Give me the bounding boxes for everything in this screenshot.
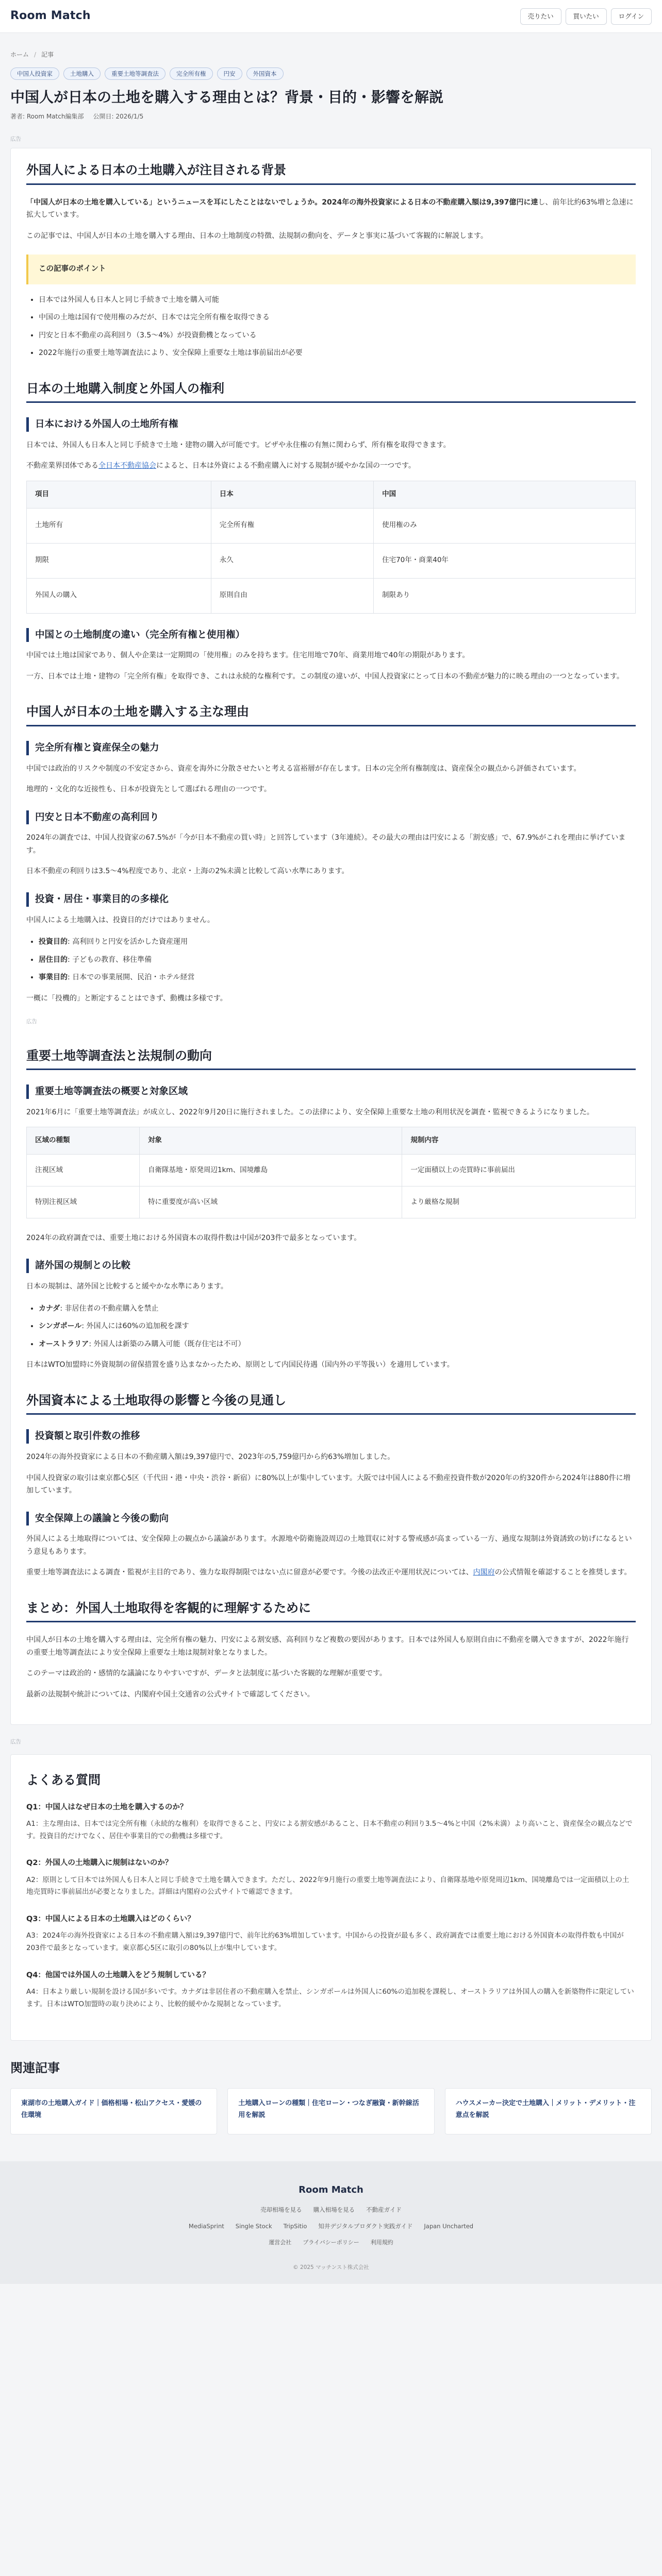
footer-link[interactable]: 購入相場を見る: [313, 2206, 355, 2213]
tag-foreign-capital[interactable]: 外国資本: [246, 67, 284, 80]
list-item: • 円安と日本不動産の高利回り（3.5〜4%）が投資動機となっている: [39, 329, 636, 342]
ad-label: 広告: [10, 1739, 21, 1745]
faq-question: Q1：中国人はなぜ日本の土地を購入するのか？: [26, 1803, 188, 1811]
table-header: 項目: [27, 481, 211, 508]
article-meta: [10, 111, 652, 122]
footer-link[interactable]: プライバシーポリシー: [303, 2239, 359, 2246]
copyright: © 2025 マッチンスト株式会社: [293, 2264, 369, 2271]
cabinet-office-link[interactable]: 内閣府: [473, 1568, 495, 1577]
tag-land-purchase[interactable]: 土地購入: [63, 67, 101, 80]
footer-link[interactable]: Japan Uncharted: [424, 2222, 474, 2230]
faq-item: [26, 1969, 636, 2011]
text-fragment: によると、日本は外資による不動産購入に対する規制が緩やかな国の一つです。: [156, 462, 416, 470]
zone-table: [26, 1127, 636, 1218]
table-cell: 制限あり: [374, 578, 636, 613]
paragraph: この記事では、中国人が日本の土地を購入する理由、日本の土地制度の特徴、法規制の動向を、データと事実に基づいて客観的に解説します。: [26, 231, 488, 240]
paragraph: 中国では政治的リスクや制度の不安定さから、資産を海外に分散させたいと考える富裕層が存在します。日本の完全所有権制度は、資産保全の観点から評価されています。: [26, 764, 581, 773]
related-article-card[interactable]: ハウスメーカー決定で土地購入｜メリット・デメリット・注意点を解説: [445, 2088, 652, 2134]
text-fragment: の公式情報を確認することを推奨します。: [494, 1568, 632, 1577]
table-cell: 特別注視区域: [27, 1186, 140, 1218]
tag-list: [10, 67, 652, 80]
list-item-text: : 非居住者の不動産購入を禁止: [60, 1304, 159, 1313]
paragraph: [26, 1566, 636, 1579]
paragraph: 日本不動産の利回りは3.5〜4%程度であり、北京・上海の2%未満と比較して高い水準にあります。: [26, 867, 349, 876]
footer-partner-links: [0, 2221, 662, 2231]
table-header-row: [27, 481, 636, 508]
buy-button[interactable]: 買いたい: [566, 8, 607, 25]
table-cell: 永久: [211, 543, 373, 578]
list-item-label: シンガポール: [39, 1322, 82, 1331]
paragraph: 一概に「投機的」と断定することはできず、動機は多様です。: [26, 994, 227, 1003]
paragraph: このテーマは政治的・感情的な議論になりやすいですが、データと法制度に基づいた客観的な理解が重要です。: [26, 1669, 387, 1678]
table-row: [27, 1186, 636, 1218]
breadcrumb-articles[interactable]: 記事: [41, 51, 54, 58]
table-row: [27, 1154, 636, 1186]
paragraph: 日本はWTO加盟時に外資規制の留保措置を盛り込まなかったため、原則として内国民待遇（国内外の平等扱い）を適用しています。: [26, 1361, 454, 1369]
intro-paragraph: [26, 196, 636, 222]
paragraph: 2024年の調査では、中国人投資家の67.5%が「今が日本不動産の買い時」と回答しています（3年連続）。その最大の理由は円安による「割安感」で、67.9%がこれを理由に挙げています。: [26, 834, 626, 855]
subsection-heading: 諸外国の規制との比較: [26, 1259, 636, 1273]
table-cell: 住宅70年・商業40年: [374, 543, 636, 578]
footer-link[interactable]: 運営会社: [269, 2239, 292, 2246]
table-cell: 特に重要度が高い区域: [140, 1186, 402, 1218]
article-title: 中国人が日本の土地を購入する理由とは？背景・目的・影響を解説: [10, 89, 444, 106]
table-cell: 一定面積以上の売買時に事前届出: [402, 1154, 636, 1186]
section-heading: 中国人が日本の土地を購入する主な理由: [26, 703, 636, 726]
list-item-label: オーストラリア: [39, 1340, 89, 1348]
related-article-card[interactable]: 東湖市の土地購入ガイド｜価格相場・松山アクセス・愛媛の住環境: [10, 2088, 217, 2134]
faq-item: [26, 1801, 636, 1843]
breadcrumb: [10, 33, 652, 67]
related-grid: [10, 2088, 652, 2134]
faq-answer: A3：2024年の海外投資家による日本の不動産購入額は9,397億円で、前年比約63%増加しています。中国からの投資が最も多く、政府調査では重要土地における外国資本の取得件数も中国が203件で最多となっています。東京都心5区に取引の80%以上が集中しています。: [26, 1931, 624, 1953]
footer-link[interactable]: 利用規約: [370, 2239, 393, 2246]
subsection-heading: 投資・居住・事業目的の多様化: [26, 892, 636, 907]
table-cell: 注視区域: [27, 1154, 140, 1186]
table-row: [27, 543, 636, 578]
list-item: • 中国の土地は国有で使用権のみだが、日本では完全所有権を取得できる: [39, 311, 636, 324]
intro-lead: 「中国人が日本の土地を購入している」というニュースを耳にしたことはないでしょうか。2024年の海外投資家による日本の不動産購入額は9,397億円に達: [26, 198, 538, 207]
country-list: [39, 1302, 636, 1351]
faq-question: Q4：他国では外国人の土地購入をどう規制している？: [26, 1971, 210, 1979]
tag-full-ownership[interactable]: 完全所有権: [170, 67, 213, 80]
tag-chinese-investors[interactable]: 中国人投資家: [10, 67, 59, 80]
footer-logo[interactable]: Room Match: [299, 2184, 363, 2196]
footer-links: [0, 2205, 662, 2215]
paragraph: 2024年の海外投資家による日本の不動産購入額は9,397億円で、2023年の5,759億円から約63%増加しました。: [26, 1453, 395, 1462]
faq-question: Q2：外国人の土地購入に規制はないのか？: [26, 1859, 173, 1868]
login-button[interactable]: ログイン: [611, 8, 652, 25]
table-header: 日本: [211, 481, 373, 508]
related-title: 関連記事: [10, 2061, 60, 2076]
site-footer: [0, 2161, 662, 2283]
intro-rest: し、前年比約63%増と急速に拡大しています。: [26, 198, 634, 219]
list-item-label: 事業目的: [39, 973, 68, 982]
article-body: [10, 148, 652, 1725]
paragraph: 2021年6月に「重要土地等調査法」が成立し、2022年9月20日に施行されました。この法律により、安全保障上重要な土地の利用状況を調査・監視できるようになりました。: [26, 1108, 594, 1116]
table-row: [27, 578, 636, 613]
faq-answer: A4：日本より厳しい規制を設ける国が多いです。カナダは非居住者の不動産購入を禁止、シンガポールは外国人に60%の追加税を課税し、オーストラリアは外国人の購入を新築物件に限定しています。日本はWTO加盟時の取り決めにより、比較的緩やかな規制となっています。: [26, 1988, 634, 2008]
section-heading: 日本の土地購入制度と外国人の権利: [26, 380, 636, 403]
table-cell: 原則自由: [211, 578, 373, 613]
key-points-box: [26, 255, 636, 284]
faq-section: [10, 1754, 652, 2041]
key-points-list: [39, 294, 636, 360]
table-cell: 自衛隊基地・原発周辺1km、国境離島: [140, 1154, 402, 1186]
breadcrumb-home[interactable]: ホーム: [10, 51, 29, 58]
list-item-text: : 外国人には60%の追加税を課す: [81, 1322, 189, 1331]
subsection-heading: 中国との土地制度の違い（完全所有権と使用権）: [26, 628, 636, 642]
paragraph: 最新の法規制や統計については、内閣府や国土交通省の公式サイトで確認してください。: [26, 1690, 315, 1699]
paragraph: 中国人が日本の土地を購入する理由は、完全所有権の魅力、円安による割安感、高利回りなど複数の要因があります。日本では外国人も原則自由に不動産を購入できますが、2022年施行の重要土地等調査法により安全保障上重要な土地は規制対象となりました。: [26, 1636, 629, 1657]
paragraph: 外国人による土地取得については、安全保障上の観点から議論があります。水源地や防衛施設周辺の土地買収に対する警戒感が高まっている一方、過度な規制は外資誘致の妨げになるという意見もあります。: [26, 1535, 632, 1556]
table-header-row: [27, 1127, 636, 1155]
list-item: • 日本では外国人も日本人と同じ手続きで土地を購入可能: [39, 294, 636, 307]
table-cell: 外国人の購入: [27, 578, 211, 613]
list-item-text: : 日本での事業展開、民泊・ホテル経営: [68, 973, 195, 982]
faq-answer: A2：原則として日本では外国人も日本人と同じ手続きで土地を購入できます。ただし、2022年9月施行の重要土地等調査法により、自衛隊基地や原発周辺1km、国境離島では一定面積以上の土地売買時に事前届出が必要となりました。詳細は内閣府の公式サイトで確認できます。: [26, 1875, 630, 1896]
footer-link[interactable]: 不動産ガイド: [366, 2206, 402, 2213]
footer-legal-links: [0, 2238, 662, 2247]
paragraph: 2024年の政府調査では、重要土地における外国資本の取得件数は中国が203件で最多となっています。: [26, 1233, 361, 1242]
paragraph: 一方、日本では土地・建物の「完全所有権」を取得でき、これは永続的な権利です。この制度の違いが、中国人投資家にとって日本の不動産が魅力的に映る理由の一つとなっています。: [26, 672, 624, 681]
subsection-heading: 安全保障上の議論と今後の動向: [26, 1512, 636, 1526]
footer-link[interactable]: Single Stock: [235, 2222, 272, 2230]
footer-link[interactable]: 知井デジタルプロダクト実践ガイド: [318, 2222, 413, 2230]
tag-important-land-law[interactable]: 重要土地等調査法: [105, 67, 166, 80]
table-cell: 土地所有: [27, 508, 211, 543]
list-item-text: : 高利回りと円安を活かした資産運用: [68, 938, 188, 946]
paragraph: 地理的・文化的な近接性も、日本が投資先として選ばれる理由の一つです。: [26, 785, 271, 794]
faq-item: [26, 1857, 636, 1899]
footer-link[interactable]: 売却相場を見る: [260, 2206, 302, 2213]
list-item-text: : 子どもの教育、移住準備: [68, 955, 152, 964]
table-header: 区域の種類: [27, 1127, 140, 1155]
list-item-label: 居住目的: [39, 955, 68, 964]
sell-button[interactable]: 売りたい: [520, 8, 561, 25]
related-article-card[interactable]: 土地購入ローンの種類｜住宅ローン・つなぎ融資・新幹線活用を解説: [227, 2088, 434, 2134]
section-heading: 外国資本による土地取得の影響と今後の見通し: [26, 1392, 636, 1415]
breadcrumb-separator: /: [34, 51, 37, 58]
list-item: [39, 1338, 636, 1351]
faq-answer: A1：主な理由は、日本では完全所有権（永続的な権利）を取得できること、円安による割安感があること、日本不動産の利回り3.5〜4%と中国（2%未満）より高いこと、資産保全の観点などです。投資目的だけでなく、居住や事業目的での動機は多様です。: [26, 1820, 633, 1840]
related-articles: [10, 2057, 652, 2134]
text-fragment: 重要土地等調査法による調査・監視が主目的であり、強力な取得制限ではない点に留意が必要です。今後の法改正や運用状況については、: [26, 1568, 473, 1577]
footer-link[interactable]: TripSitio: [283, 2222, 307, 2230]
list-item: [39, 936, 636, 948]
list-item: [39, 1302, 636, 1315]
section-heading: 重要土地等調査法と法規制の動向: [26, 1047, 636, 1071]
table-header: 規制内容: [402, 1127, 636, 1155]
list-item: [39, 971, 636, 984]
ad-label: 広告: [10, 135, 21, 142]
subsection-heading: 重要土地等調査法の概要と対象区域: [26, 1084, 636, 1099]
paragraph: 中国では土地は国家であり、個人や企業は一定期間の「使用権」のみを持ちます。住宅用地で70年、商業用地で40年の期限があります。: [26, 651, 470, 660]
faq-title: よくある質問: [26, 1772, 101, 1787]
article-date: 公開日: 2026/1/5: [93, 112, 144, 120]
list-item-label: カナダ: [39, 1304, 60, 1313]
paragraph: 日本では、外国人も日本人と同じ手続きで土地・建物の購入が可能です。ビザや永住権の有無に関わらず、所有権を取得できます。: [26, 440, 451, 449]
section-heading: まとめ：外国人土地取得を客観的に理解するために: [26, 1600, 636, 1623]
table-cell: 期限: [27, 543, 211, 578]
list-item-text: : 外国人は新築のみ購入可能（既存住宅は不可）: [89, 1340, 245, 1348]
paragraph: 中国人による土地購入は、投資目的だけではありません。: [26, 916, 214, 924]
table-cell: 使用権のみ: [374, 508, 636, 543]
paragraph: 日本の規制は、諸外国と比較すると緩やかな水準にあります。: [26, 1282, 228, 1291]
header-nav: [520, 8, 652, 25]
zennichi-link[interactable]: 全日本不動産協会: [98, 462, 156, 470]
land-system-comparison-table: [26, 481, 636, 614]
section-heading: 外国人による日本の土地購入が注目される背景: [26, 162, 636, 185]
ad-label: 広告: [26, 1019, 37, 1025]
table-cell: 完全所有権: [211, 508, 373, 543]
table-cell: より厳格な規制: [402, 1186, 636, 1218]
purpose-list: [39, 936, 636, 984]
article-author: 著者: Room Match編集部: [10, 112, 84, 120]
subsection-heading: 円安と日本不動産の高利回り: [26, 810, 636, 825]
footer-link[interactable]: MediaSprint: [188, 2222, 224, 2230]
paragraph: [26, 460, 636, 472]
table-header: 中国: [374, 481, 636, 508]
list-item-label: 投資目的: [39, 938, 68, 946]
subsection-heading: 完全所有権と資産保全の魅力: [26, 741, 636, 755]
table-row: [27, 508, 636, 543]
site-logo[interactable]: Room Match: [10, 9, 91, 23]
subsection-heading: 投資額と取引件数の推移: [26, 1429, 636, 1444]
faq-item: [26, 1913, 636, 1955]
paragraph: 中国人投資家の取引は東京都心5区（千代田・港・中央・渋谷・新宿）に80%以上が集中しています。大阪では中国人による不動産投資件数が2020年の約320件から2024年は880件に増加しています。: [26, 1473, 631, 1495]
list-item: [39, 1320, 636, 1333]
text-fragment: 不動産業界団体である: [26, 462, 98, 470]
tag-weak-yen[interactable]: 円安: [217, 67, 242, 80]
list-item: [39, 954, 636, 967]
table-header: 対象: [140, 1127, 402, 1155]
faq-question: Q3：中国人による日本の土地購入はどのくらい？: [26, 1915, 195, 1924]
subsection-heading: 日本における外国人の土地所有権: [26, 417, 636, 432]
list-item: • 2022年施行の重要土地等調査法により、安全保障上重要な土地は事前届出が必要: [39, 347, 636, 360]
site-header: [0, 0, 662, 33]
key-points-title: この記事のポイント: [39, 265, 106, 274]
